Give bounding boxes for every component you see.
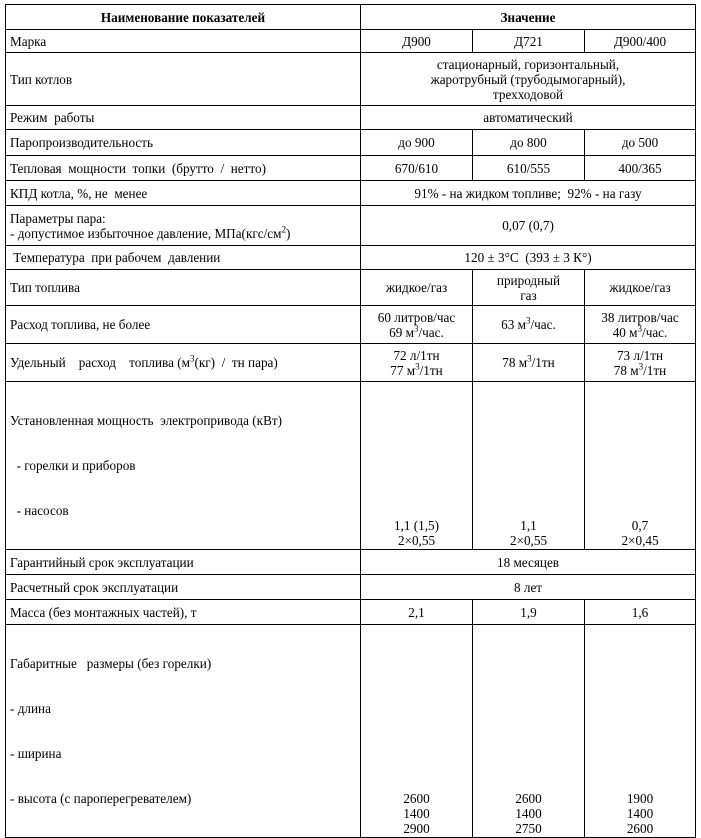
cell-text: 69 м (389, 324, 415, 340)
label-text: ) (285, 225, 291, 241)
header-row (6, 5, 696, 30)
cell-line: 0,7 (631, 518, 649, 533)
cell-value (585, 306, 696, 344)
cell-line: 1900 (626, 791, 654, 806)
superscript: 2 (281, 224, 286, 235)
label-line: - насосов (10, 503, 69, 518)
cell-line: 1400 (403, 806, 430, 821)
table-row (6, 600, 696, 625)
row-label (6, 206, 361, 246)
cell-line: природный (496, 272, 561, 288)
cell-line: 2600 (515, 791, 542, 806)
cell-text: 78 м (502, 355, 528, 370)
row-label: Тип котлов (6, 53, 361, 106)
cell-value: Д900/400 (585, 30, 696, 53)
table-row (6, 106, 696, 130)
table-row (6, 30, 696, 53)
row-label: Тип топлива (6, 270, 361, 306)
cell-value (361, 625, 473, 838)
row-label: Тепловая мощности топки (брутто / нетто) (6, 156, 361, 181)
cell-value: 8 лет (361, 575, 696, 600)
table-row (6, 181, 696, 206)
cell-value (361, 344, 473, 382)
label-text: Удельный расход топлива (м (10, 355, 190, 370)
cell-line: 1,1 (520, 518, 537, 533)
cell-line: 72 л/1тн (393, 347, 440, 363)
cell-text: /час. (642, 324, 668, 340)
row-label: Паропроизводительность (6, 130, 361, 156)
row-label: Гарантийный срок эксплуатации (6, 550, 361, 575)
row-label (6, 625, 361, 838)
superscript: 3 (637, 323, 643, 334)
cell-value: 2,1 (361, 600, 473, 625)
cell-line: 2900 (403, 821, 430, 836)
cell-text: 63 м (501, 317, 527, 332)
cell-text: /1тн (419, 362, 443, 378)
cell-value: 1,9 (473, 600, 585, 625)
label-line: Установленная мощность электропривода (кВт) (10, 413, 283, 428)
header-name-column: Наименование показателей (6, 5, 361, 30)
table-row (6, 156, 696, 181)
cell-value (473, 625, 585, 838)
superscript: 3 (527, 353, 532, 364)
table-row (6, 344, 696, 382)
row-label (6, 382, 361, 550)
cell-line: газ (520, 287, 537, 303)
label-text: - допустимое избыточное давление, МПа(кгс/см (10, 225, 282, 241)
label-line: - ширина (10, 746, 62, 761)
cell-value: 1,6 (585, 600, 696, 625)
cell-value: 18 месяцев (361, 550, 696, 575)
row-label: Масса (без монтажных частей), т (6, 600, 361, 625)
table-row (6, 306, 696, 344)
cell-value (361, 306, 473, 344)
cell-value: 0,07 (0,7) (361, 206, 696, 246)
cell-value: до 800 (473, 130, 585, 156)
cell-value: жидкое/газ (361, 270, 473, 306)
label-line: Габаритные размеры (без горелки) (10, 656, 212, 671)
cell-line: 73 л/1тн (616, 347, 664, 363)
superscript: 3 (638, 361, 644, 372)
cell-value: до 900 (361, 130, 473, 156)
row-label: Марка (6, 30, 361, 53)
header-value-column: Значение (361, 5, 696, 30)
cell-line: 2×0,55 (397, 533, 436, 548)
table-row (6, 206, 696, 246)
table-row (6, 270, 696, 306)
cell-line: 1400 (626, 806, 654, 821)
row-label: Расчетный срок эксплуатации (6, 575, 361, 600)
cell-text: /час. (418, 324, 444, 340)
cell-value (473, 382, 585, 550)
table-row (6, 246, 696, 270)
table-row (6, 625, 696, 838)
row-label (6, 344, 361, 382)
cell-value (473, 306, 585, 344)
cell-line: стационарный, горизонтальный, (436, 56, 620, 72)
cell-line: 2600 (403, 791, 430, 806)
cell-text: /час. (530, 317, 556, 332)
cell-value: 400/365 (585, 156, 696, 181)
table-row (6, 575, 696, 600)
table-row (6, 130, 696, 156)
cell-line: 1,1 (1,5) (393, 518, 440, 533)
cell-value (585, 344, 696, 382)
superscript: 3 (189, 353, 195, 364)
cell-value: Д721 (473, 30, 585, 53)
cell-value (585, 625, 696, 838)
label-line: Параметры пара: (10, 210, 106, 226)
cell-value (361, 53, 696, 106)
row-label: Расход топлива, не более (6, 306, 361, 344)
cell-line: 2×0,45 (621, 533, 659, 548)
superscript: 3 (526, 315, 531, 326)
cell-value (585, 382, 696, 550)
cell-line: 38 литров/час (601, 309, 679, 325)
cell-text: 40 м (612, 324, 638, 340)
cell-value: до 500 (585, 130, 696, 156)
specifications-table (5, 4, 696, 838)
superscript: 3 (415, 361, 420, 372)
table-row (6, 382, 696, 550)
cell-value (473, 270, 585, 306)
cell-text: 78 м (613, 362, 639, 378)
row-label: КПД котла, %, не менее (6, 181, 361, 206)
row-label: Температура при рабочем давлении (6, 246, 361, 270)
cell-line: 60 литров/час (377, 309, 456, 325)
label-line: - высота (с пароперегревателем) (10, 791, 192, 806)
cell-line: жаротрубный (трубодымогарный), (430, 71, 626, 87)
row-label: Режим работы (6, 106, 361, 130)
cell-value: 670/610 (361, 156, 473, 181)
cell-line: 2600 (626, 821, 654, 836)
cell-value: жидкое/газ (585, 270, 696, 306)
cell-text: 77 м (390, 362, 416, 378)
cell-line: 2×0,55 (509, 533, 548, 548)
cell-line: 1400 (515, 806, 542, 821)
cell-text: /1тн (531, 355, 555, 370)
table-row (6, 550, 696, 575)
cell-value: 91% - на жидком топливе; 92% - на газу (361, 181, 696, 206)
label-line: - длина (10, 701, 51, 716)
table-row (6, 53, 696, 106)
superscript: 3 (414, 323, 419, 334)
cell-value: Д900 (361, 30, 473, 53)
label-line: - горелки и приборов (10, 458, 136, 473)
cell-value: 610/555 (473, 156, 585, 181)
cell-value (361, 382, 473, 550)
cell-value (473, 344, 585, 382)
label-text: (кг) / тн пара) (194, 355, 278, 370)
cell-value: 120 ± 3°С (393 ± 3 К°) (361, 246, 696, 270)
cell-line: 2750 (515, 821, 542, 836)
cell-text: /1тн (643, 362, 667, 378)
cell-value: автоматический (361, 106, 696, 130)
cell-line: трехходовой (492, 86, 564, 102)
